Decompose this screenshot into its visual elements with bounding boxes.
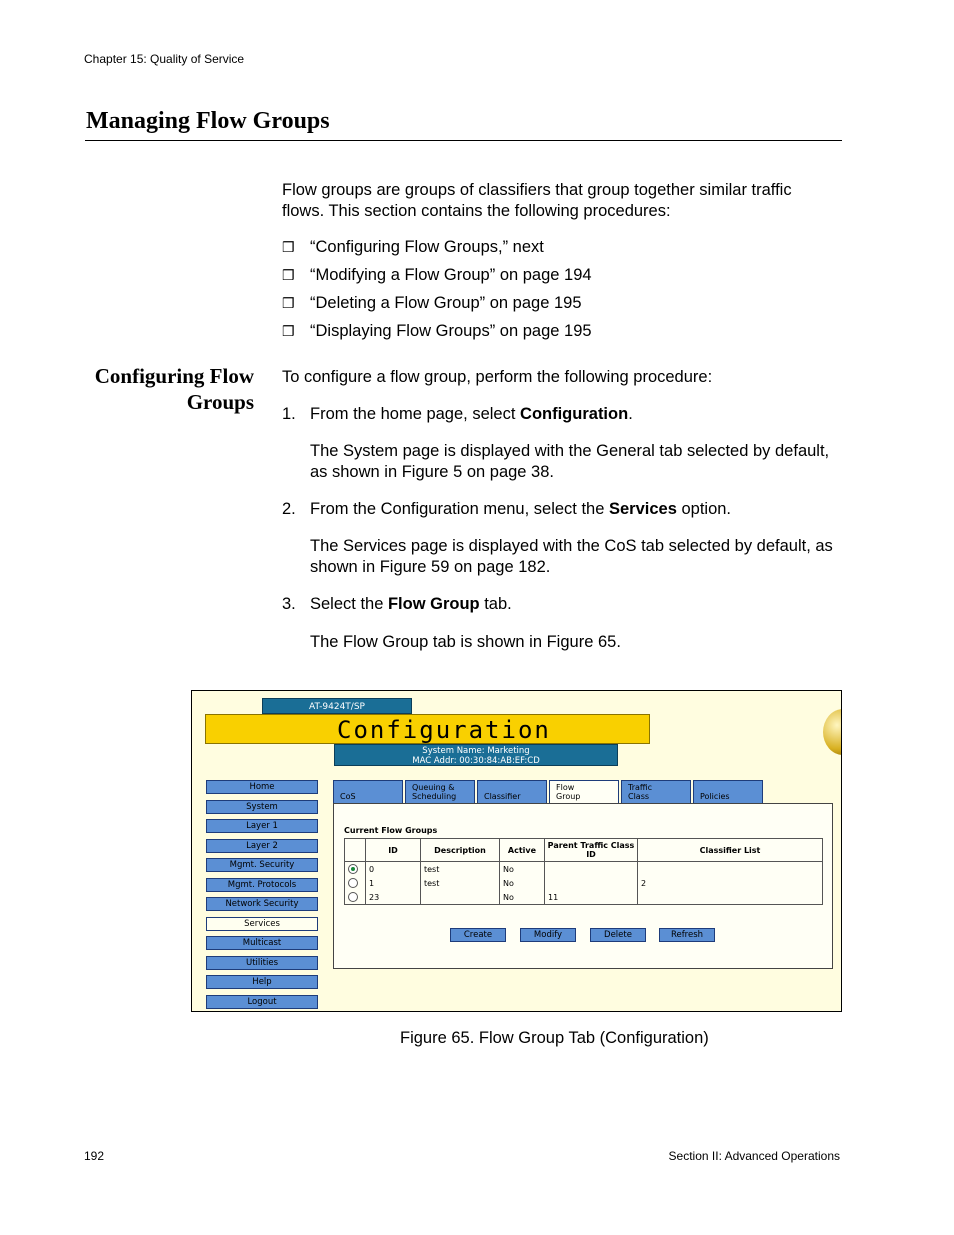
tab-label: Group bbox=[556, 792, 581, 801]
intro-paragraph: Flow groups are groups of classifiers that group together similar traffic flows. This section contains the following procedures: bbox=[282, 181, 792, 220]
radio-icon[interactable] bbox=[348, 878, 358, 888]
column-header: Description bbox=[421, 839, 500, 862]
create-button[interactable]: Create bbox=[450, 928, 506, 942]
step-text-part: . bbox=[628, 405, 633, 423]
figure-caption: Figure 65. Flow Group Tab (Configuration) bbox=[400, 1029, 709, 1047]
nav-system-button[interactable]: System bbox=[206, 800, 318, 814]
table-cell bbox=[638, 862, 823, 877]
system-name: System Name: Marketing bbox=[422, 746, 530, 756]
delete-button[interactable]: Delete bbox=[590, 928, 646, 942]
tab-queuing-scheduling[interactable] bbox=[405, 780, 475, 804]
nav-utilities-button[interactable]: Utilities bbox=[206, 956, 318, 970]
row-select-cell[interactable] bbox=[345, 890, 366, 905]
tab-label: Policies bbox=[700, 792, 730, 801]
column-header: Classifier List bbox=[638, 839, 823, 862]
configuration-title: Configuration bbox=[337, 716, 551, 744]
table-cell: test bbox=[421, 876, 500, 890]
step-text-part: tab. bbox=[479, 595, 512, 613]
nav-layer2-button[interactable]: Layer 2 bbox=[206, 839, 318, 853]
table-cell: No bbox=[500, 876, 545, 890]
modify-button[interactable]: Modify bbox=[520, 928, 576, 942]
column-header: ID bbox=[366, 839, 421, 862]
tab-label: CoS bbox=[340, 792, 356, 801]
bullet-icon: ❒ bbox=[282, 295, 295, 311]
nav-mgmt-security-button[interactable]: Mgmt. Security bbox=[206, 858, 318, 872]
nav-services-button[interactable]: Services bbox=[206, 917, 318, 931]
nav-network-security-button[interactable]: Network Security bbox=[206, 897, 318, 911]
tab-label: Queuing & bbox=[412, 783, 455, 792]
step-text-part: option. bbox=[676, 500, 732, 518]
table-cell: No bbox=[500, 862, 545, 877]
step-text bbox=[310, 499, 840, 520]
table-row[interactable] bbox=[345, 890, 823, 905]
step-ui-term: Flow Group bbox=[387, 595, 480, 613]
globe-logo-icon bbox=[823, 709, 842, 755]
table-cell bbox=[545, 862, 638, 877]
table-cell: 1 bbox=[366, 876, 421, 890]
column-header: Active bbox=[500, 839, 545, 862]
step-text bbox=[310, 404, 840, 425]
table-cell bbox=[638, 890, 823, 905]
bullet-icon: ❒ bbox=[282, 267, 295, 283]
step-number: 2. bbox=[282, 500, 296, 518]
section-title: Managing Flow Groups bbox=[86, 108, 330, 134]
table-cell bbox=[421, 890, 500, 905]
tab-flow-group[interactable] bbox=[549, 780, 619, 805]
list-item: “Modifying a Flow Group” on page 194 bbox=[310, 266, 592, 284]
step-ui-term: Services bbox=[608, 500, 677, 518]
table-row[interactable] bbox=[345, 862, 823, 877]
table-row[interactable] bbox=[345, 876, 823, 890]
model-banner: AT-9424T/SP bbox=[262, 698, 412, 714]
step-number: 1. bbox=[282, 405, 296, 423]
step-text-part: From the home page, select bbox=[310, 405, 521, 423]
flow-groups-table bbox=[344, 838, 823, 905]
step-result: The System page is displayed with the General tab selected by default, as shown in Figure 5 on page 38. bbox=[310, 442, 830, 481]
select-column-header bbox=[345, 839, 366, 862]
nav-layer1-button[interactable]: Layer 1 bbox=[206, 819, 318, 833]
radio-icon[interactable] bbox=[348, 892, 358, 902]
procedure-intro: To configure a flow group, perform the following procedure: bbox=[282, 368, 713, 386]
tab-policies[interactable] bbox=[693, 780, 763, 804]
column-header: Parent Traffic Class ID bbox=[545, 839, 638, 862]
step-ui-term: Configuration bbox=[520, 405, 629, 423]
step-result: The Services page is displayed with the CoS tab selected by default, as shown in Figure 59 on page 182. bbox=[310, 537, 833, 576]
nav-logout-button[interactable]: Logout bbox=[206, 995, 318, 1009]
tab-classifier[interactable] bbox=[477, 780, 547, 804]
nav-mgmt-protocols-button[interactable]: Mgmt. Protocols bbox=[206, 878, 318, 892]
subsection-title-line: Configuring Flow bbox=[94, 364, 254, 388]
system-info-bar bbox=[334, 744, 618, 766]
running-header: Chapter 15: Quality of Service bbox=[84, 52, 245, 66]
bullet-icon: ❒ bbox=[282, 323, 295, 339]
table-cell: No bbox=[500, 890, 545, 905]
list-item: “Configuring Flow Groups,” next bbox=[310, 238, 544, 256]
mac-address: MAC Addr: 00:30:84:AB:EF:CD bbox=[412, 756, 540, 766]
nav-multicast-button[interactable]: Multicast bbox=[206, 936, 318, 950]
radio-selected-icon[interactable] bbox=[348, 864, 358, 874]
table-header-row bbox=[345, 839, 823, 862]
figure-screenshot bbox=[191, 690, 842, 1012]
table-cell: 2 bbox=[638, 876, 823, 890]
step-text bbox=[310, 594, 840, 615]
tab-cos[interactable] bbox=[333, 780, 403, 804]
running-footer: Section II: Advanced Operations bbox=[668, 1149, 840, 1163]
step-text-part: From the Configuration menu, select the bbox=[310, 500, 609, 518]
subsection-title bbox=[60, 363, 254, 415]
page-number: 192 bbox=[84, 1149, 105, 1163]
table-cell bbox=[545, 876, 638, 890]
row-select-cell[interactable] bbox=[345, 862, 366, 877]
refresh-button[interactable]: Refresh bbox=[659, 928, 715, 942]
tab-label: Traffic bbox=[628, 783, 653, 792]
tab-label: Class bbox=[628, 792, 650, 801]
panel-title: Current Flow Groups bbox=[344, 826, 438, 835]
title-rule bbox=[85, 140, 842, 141]
tab-label: Classifier bbox=[484, 792, 521, 801]
bullet-icon: ❒ bbox=[282, 239, 295, 255]
subsection-title-line: Groups bbox=[186, 390, 254, 414]
tab-label: Scheduling bbox=[412, 792, 457, 801]
tab-traffic-class[interactable] bbox=[621, 780, 691, 804]
table-cell: 23 bbox=[366, 890, 421, 905]
row-select-cell[interactable] bbox=[345, 876, 366, 890]
table-cell: test bbox=[421, 862, 500, 877]
list-item: “Displaying Flow Groups” on page 195 bbox=[310, 322, 592, 340]
table-cell: 11 bbox=[545, 890, 638, 905]
nav-home-button[interactable]: Home bbox=[206, 780, 318, 794]
step-result: The Flow Group tab is shown in Figure 65. bbox=[310, 633, 621, 651]
step-text-part: Select the bbox=[310, 595, 388, 613]
list-item: “Deleting a Flow Group” on page 195 bbox=[310, 294, 582, 312]
table-cell: 0 bbox=[366, 862, 421, 877]
nav-help-button[interactable]: Help bbox=[206, 975, 318, 989]
tab-label: Flow bbox=[556, 783, 575, 792]
step-number: 3. bbox=[282, 595, 296, 613]
flow-group-panel bbox=[333, 803, 833, 969]
